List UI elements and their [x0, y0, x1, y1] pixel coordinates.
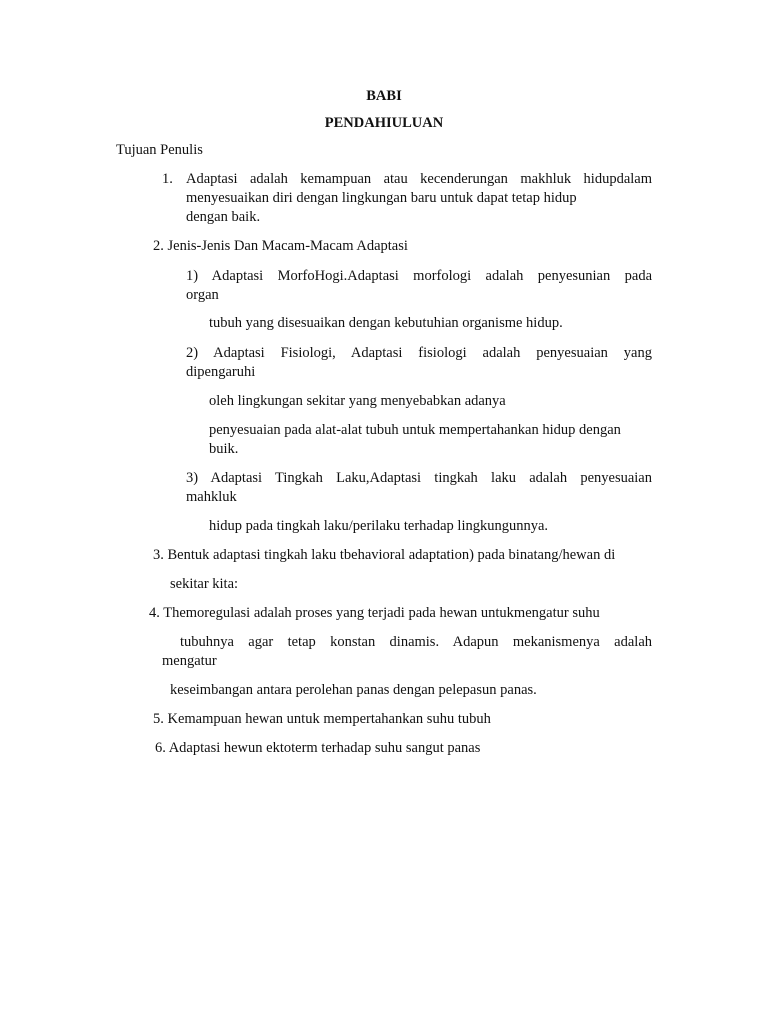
item-4-line-2: tubuhnya agar tetap konstan dinamis. Adapun mekanismenya adalah [180, 634, 652, 650]
item-5: 5. Kemampuan hewan untuk mempertahankan suhu tubuh [153, 711, 491, 727]
item-3-line-1: 3. Bentuk adaptasi tingkah laku tbehavioral adaptation) pada binatang/hewan di [153, 547, 616, 563]
item-3-line-2: sekitar kita: [170, 576, 239, 592]
subitem-2-line-3: oleh lingkungan sekitar yang menyebabkan adanya [209, 393, 506, 409]
section-title: Tujuan Penulis [116, 142, 203, 158]
subitem-2-line-5: buik. [209, 441, 239, 457]
subitem-1-line-2: organ [186, 287, 219, 303]
subitem-3-line-1: 3) Adaptasi Tingkah Laku,Adaptasi tingkah laku adalah penyesuaian [186, 470, 652, 486]
chapter-title: PENDAHIULUAN [324, 115, 444, 131]
item-6: 6. Adaptasi hewun ektoterm terhadap suhu sangut panas [155, 740, 481, 756]
subitem-1-line-3: tubuh yang disesuaikan dengan kebutuhian organisme hidup. [209, 315, 563, 331]
item-1-line-3: dengan baik. [186, 209, 261, 225]
subitem-2-line-4: penyesuaian pada alat-alat tubuh untuk mempertahankan hidup dengan [209, 422, 621, 438]
item-4-line-4: keseimbangan antara perolehan panas dengan pelepasun panas. [170, 682, 537, 698]
chapter-heading: BABI [366, 88, 402, 104]
item-1-line-2: menyesuaikan diri dengan lingkungan baru untuk dapat tetap hidup [186, 190, 577, 206]
item-2-heading: 2. Jenis-Jenis Dan Macam-Macam Adaptasi [153, 238, 408, 254]
subitem-1-line-1: 1) Adaptasi MorfoHogi.Adaptasi morfologi adalah penyesunian pada [186, 268, 652, 284]
subitem-3-line-3: hidup pada tingkah laku/perilaku terhadap lingkungunnya. [209, 518, 549, 534]
item-1-number: 1. [162, 171, 173, 187]
item-4-line-1: 4. Themoregulasi adalah proses yang terjadi pada hewan untukmengatur suhu [149, 605, 600, 621]
item-4-line-3: mengatur [162, 653, 217, 669]
subitem-3-line-2: mahkluk [186, 489, 237, 505]
item-1-line-1: Adaptasi adalah kemampuan atau kecenderungan makhluk hidupdalam [186, 171, 652, 187]
subitem-2-line-2: dipengaruhi [186, 364, 256, 380]
subitem-2-line-1: 2) Adaptasi Fisiologi, Adaptasi fisiologi adalah penyesuaian yang [186, 345, 652, 361]
